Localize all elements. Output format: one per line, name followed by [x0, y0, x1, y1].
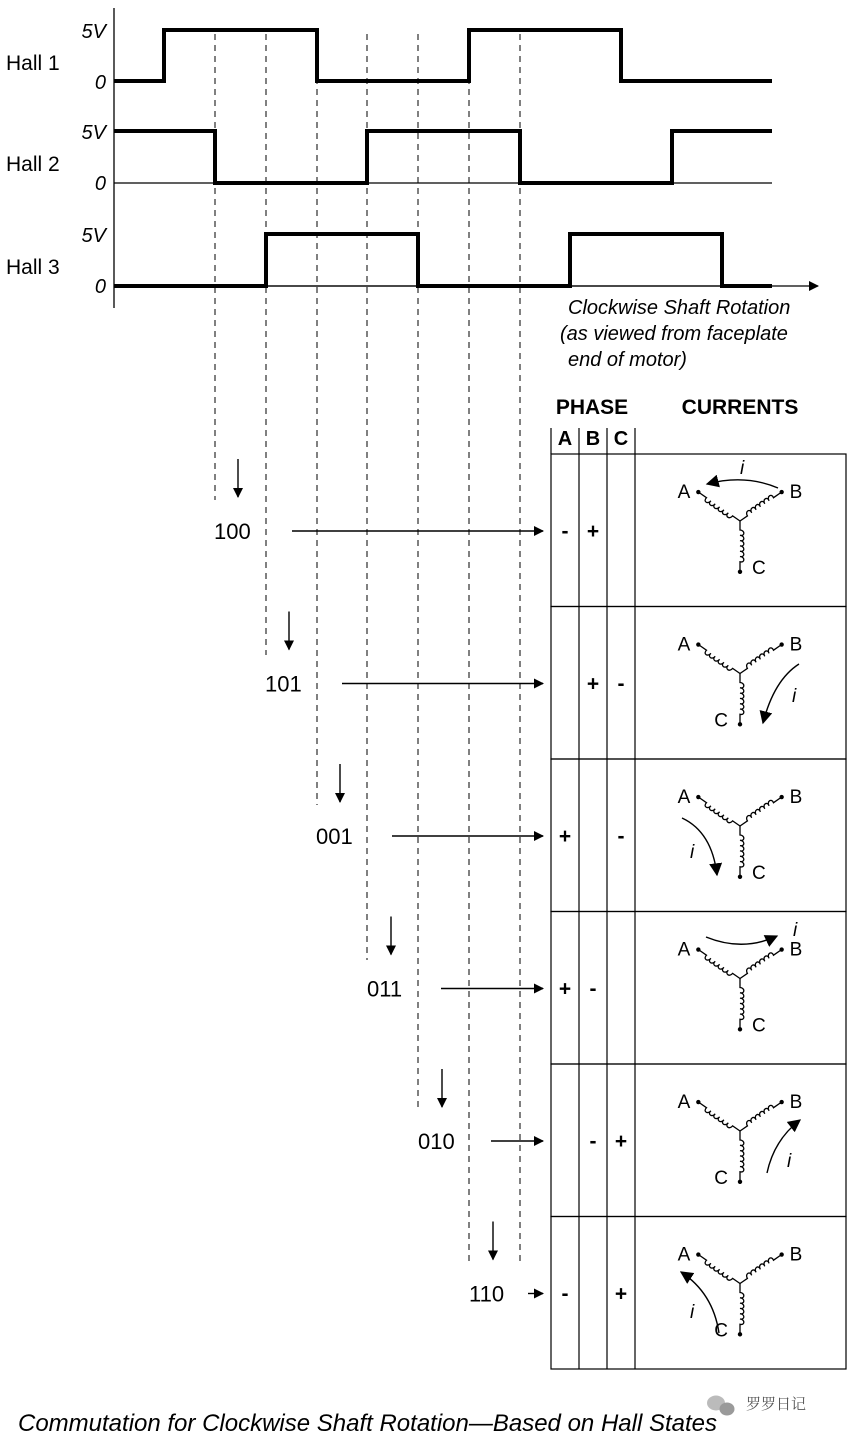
currents-header: CURRENTS — [681, 396, 799, 419]
state-code: 001 — [316, 824, 353, 849]
phase-c-sign: - — [617, 825, 625, 848]
terminal-c-label: C — [752, 557, 766, 579]
hall-3-low-label: 0 — [94, 276, 106, 298]
winding-b-coil — [740, 492, 782, 521]
terminal-b-dot — [779, 1252, 783, 1256]
table-row — [551, 759, 846, 912]
terminal-a-label: A — [677, 482, 691, 504]
current-label: i — [792, 686, 797, 707]
current-label: i — [690, 1302, 695, 1323]
phase-a-sign: + — [558, 825, 572, 848]
terminal-a-label: A — [677, 634, 691, 656]
terminal-c-label: C — [714, 1167, 728, 1189]
phase-b-sign: - — [589, 1130, 597, 1153]
terminal-a-label: A — [677, 1092, 691, 1114]
winding-c-coil — [740, 1284, 744, 1335]
phase-c-sign: + — [614, 1282, 628, 1306]
current-arrow — [706, 936, 777, 944]
state-code: 110 — [469, 1281, 505, 1307]
winding-c-coil — [740, 674, 744, 725]
winding-a-coil — [698, 645, 740, 674]
terminal-c-dot — [738, 1180, 742, 1184]
winding-b-coil — [740, 1102, 782, 1131]
table-row — [551, 1217, 846, 1370]
rotation-note-line-3: end of motor) — [568, 349, 687, 371]
table-row — [551, 607, 846, 760]
terminal-b-dot — [779, 490, 783, 494]
hall-1-waveform — [114, 30, 772, 81]
winding-a-coil — [698, 1255, 740, 1284]
terminal-b-dot — [779, 947, 783, 951]
table-rows — [551, 454, 846, 1369]
winding-b-coil — [740, 797, 782, 826]
terminal-a-label: A — [677, 787, 691, 809]
phase-header: PHASE — [555, 396, 629, 419]
hall-state-101 — [265, 612, 543, 697]
hall-1-label: Hall 1 — [6, 52, 60, 75]
table-row — [551, 912, 846, 1065]
hall-3-high-label: 5V — [81, 225, 106, 247]
hall-timing-diagram — [6, 8, 818, 1265]
rotation-note-line-2: (as viewed from faceplate — [560, 323, 788, 345]
winding-c-coil — [740, 521, 744, 572]
hall-state-011 — [367, 917, 543, 1002]
phase-currents-table — [551, 396, 846, 1369]
terminal-a-dot — [696, 642, 700, 646]
hall-waveforms — [114, 30, 772, 286]
terminal-c-label: C — [752, 1015, 766, 1037]
hall-state-100 — [214, 459, 543, 544]
winding-c-coil — [740, 979, 744, 1030]
hall-3-label: Hall 3 — [6, 256, 60, 279]
phase-b-sign: - — [589, 977, 597, 1001]
phase-c-sign: + — [614, 1130, 628, 1153]
hall-state-010 — [418, 1069, 543, 1154]
terminal-c-dot — [738, 722, 742, 726]
terminal-b-dot — [779, 642, 783, 646]
state-code: 010 — [418, 1129, 455, 1154]
hall-3-waveform — [114, 234, 772, 286]
terminal-c-label: C — [752, 862, 766, 884]
terminal-b-dot — [779, 795, 783, 799]
hall-1-high-label: 5V — [81, 21, 106, 43]
current-label: i — [787, 1151, 792, 1172]
current-label: i — [690, 842, 695, 863]
transition-guides — [215, 34, 520, 1265]
winding-b-coil — [740, 1255, 782, 1284]
phase-a-sign: + — [558, 977, 572, 1001]
terminal-b-label: B — [789, 939, 803, 961]
current-arrow — [767, 1120, 800, 1173]
hall-2-waveform — [114, 131, 772, 183]
phase-b-sign: + — [586, 672, 600, 696]
terminal-c-dot — [738, 570, 742, 574]
terminal-c-label: C — [714, 710, 728, 732]
terminal-a-dot — [696, 795, 700, 799]
winding-c-coil — [740, 1131, 744, 1182]
terminal-b-dot — [779, 1100, 783, 1104]
column-a-header: A — [557, 428, 573, 450]
terminal-a-dot — [696, 1252, 700, 1256]
hall-2-high-label: 5V — [81, 122, 106, 144]
phase-c-sign: - — [617, 672, 625, 696]
column-c-header: C — [613, 428, 629, 450]
winding-b-coil — [740, 645, 782, 674]
winding-c-coil — [740, 826, 744, 877]
terminal-b-label: B — [789, 1092, 803, 1114]
watermark-text: 罗罗日记 — [746, 1395, 807, 1413]
row-frame — [551, 1217, 846, 1370]
hall-state-sequence — [214, 459, 543, 1307]
winding-a-coil — [698, 797, 740, 826]
hall-1-low-label: 0 — [94, 72, 106, 94]
terminal-c-dot — [738, 1027, 742, 1031]
terminal-b-label: B — [789, 787, 803, 809]
terminal-a-dot — [696, 490, 700, 494]
phase-a-sign: - — [561, 1282, 569, 1306]
terminal-b-label: B — [789, 634, 803, 656]
column-b-header: B — [585, 428, 601, 450]
hall-2-low-label: 0 — [94, 173, 106, 195]
terminal-c-dot — [738, 875, 742, 879]
terminal-a-label: A — [677, 1244, 691, 1266]
terminal-b-label: B — [789, 1244, 803, 1266]
current-label: i — [740, 458, 745, 479]
winding-b-coil — [740, 950, 782, 979]
state-code: 011 — [367, 976, 403, 1002]
figure-caption: Commutation for Clockwise Shaft Rotation—Based on Hall States — [18, 1410, 717, 1437]
phase-a-sign: - — [561, 520, 569, 543]
table-row — [551, 454, 846, 607]
state-code: 100 — [214, 519, 251, 544]
table-row — [551, 1064, 846, 1217]
phase-b-sign: + — [586, 520, 600, 543]
winding-a-coil — [698, 1102, 740, 1131]
winding-a-coil — [698, 492, 740, 521]
current-label: i — [793, 920, 798, 941]
row-frame — [551, 759, 846, 912]
winding-a-coil — [698, 950, 740, 979]
terminal-c-label: C — [714, 1320, 728, 1342]
hall-state-001 — [316, 764, 543, 849]
terminal-a-label: A — [677, 939, 691, 961]
terminal-a-dot — [696, 1100, 700, 1104]
state-code: 101 — [265, 671, 302, 697]
terminal-b-label: B — [789, 482, 803, 504]
rotation-note-line-1: Clockwise Shaft Rotation — [568, 297, 791, 319]
current-arrow — [682, 818, 717, 875]
hall-state-110 — [469, 1222, 543, 1307]
hall-2-label: Hall 2 — [6, 153, 60, 176]
terminal-c-dot — [738, 1332, 742, 1336]
terminal-a-dot — [696, 947, 700, 951]
current-arrow — [707, 480, 778, 488]
